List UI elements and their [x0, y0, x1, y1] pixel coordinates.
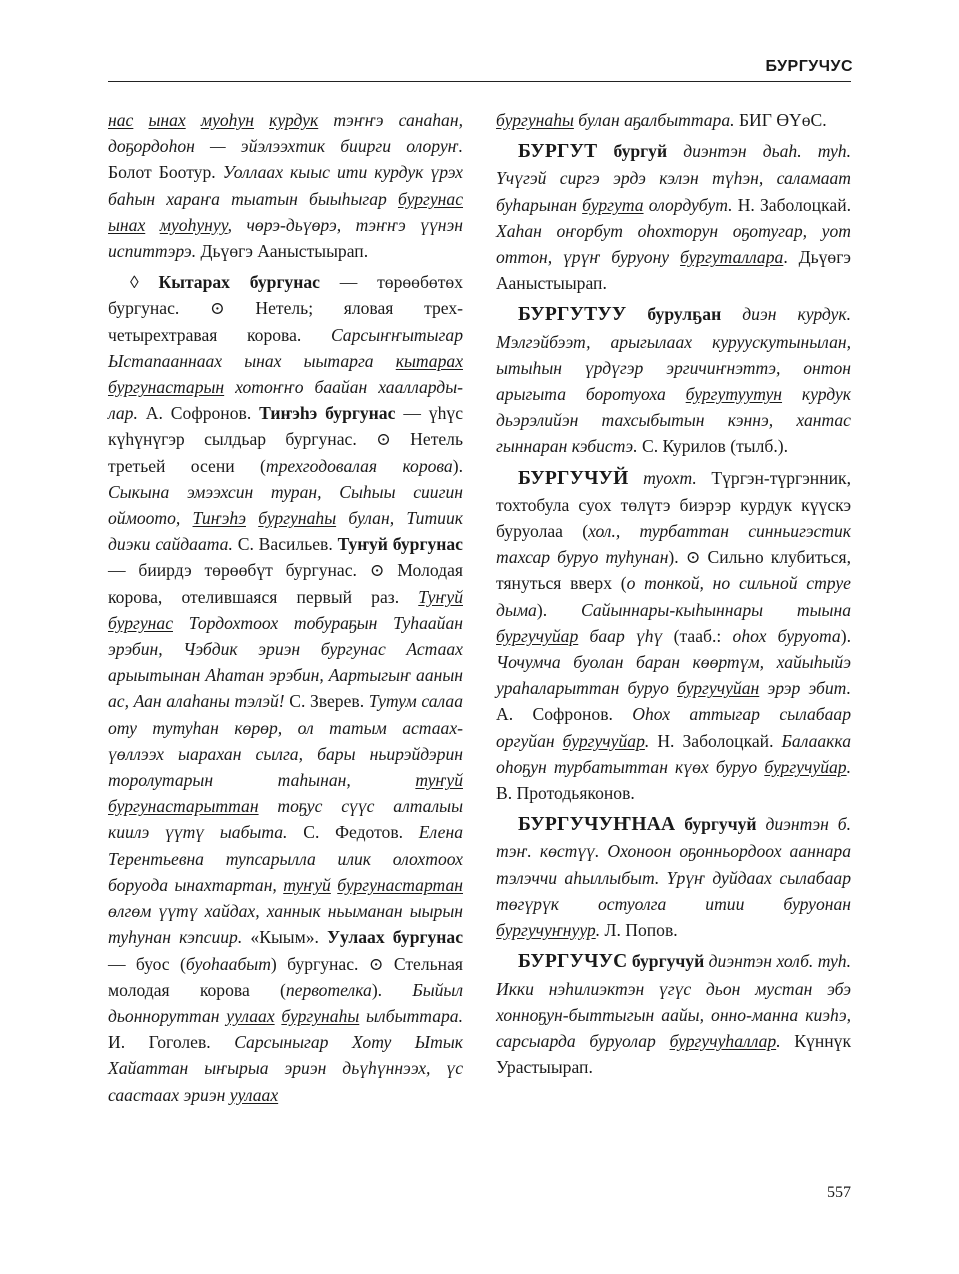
dictionary-paragraph: [496, 107, 851, 133]
text-run: ) бургунас. ⊙ Стельная молодая корова (: [108, 953, 463, 1000]
headword-reference: бургутуутун: [685, 384, 783, 405]
headword-reference: муоһун: [200, 110, 255, 130]
italic-run: о тонкой, но сильной струе дыма: [496, 573, 851, 620]
text-run: ).: [452, 455, 463, 476]
headword-reference: бургучуйар: [496, 625, 579, 646]
headword-reference: бургунас: [398, 188, 463, 209]
text-run: Түргэн-түргэнник, тохтобула суох төлүтэ биэрэр курдук күүскэ буруолаа (: [496, 467, 851, 542]
italic-run: диэнтэн дьаһ. туһ. Үчүгэй сиргэ эрдэ кэлэн түһэн, саламаат буһарынан: [496, 141, 851, 215]
italic-run: туохт.: [628, 467, 697, 488]
page-header-title: БУРГУЧУС: [765, 58, 853, 75]
italic-run: Чочумча буолан баран көөртүм, хайыһыйэ ураһаларыттан буруо: [496, 652, 851, 699]
italic-run: Сарсыҥҥытыгар Ыстапааннаах ынах ыытарга: [108, 324, 463, 371]
headword-reference: бургунаһы: [496, 110, 574, 130]
italic-run: эрэр эбит.: [759, 678, 851, 699]
header-rule: [108, 81, 851, 82]
text-run: Дьүөгэ Ааныстыырап.: [196, 241, 369, 262]
entry-headword: БУРГУЧУС: [518, 951, 628, 973]
bold-term: Тиҥэһэ бургунас: [259, 403, 396, 424]
headword-reference: кытарах: [395, 350, 463, 371]
italic-run: Оһох аттыгар сылабаар оргуйан: [496, 704, 851, 751]
bold-term: Туҥуй бургунас: [337, 534, 463, 555]
dictionary-paragraph: [496, 948, 851, 1080]
entry-headword: БУРГУЧУҤНАА: [518, 814, 676, 836]
text-run: Л. Попов.: [600, 920, 678, 941]
italic-run: диэн курдук. Мэлгэйбээт, арыгылаах куруускутынылан, ытыһын үрдүгэр эргичиҥнэттэ, онтон арыгыта боротуоха: [496, 304, 851, 405]
italic-run: диэнтэн б. тэҥ. көстүү. Охоноон оҕонньордоох ааннара тэлэччи аһыллыбыт. Үрүҥ дуйдаах сылабаар төгүрүк остуолга итии буруонан: [496, 814, 851, 914]
bold-term: Уулаах бургунас: [327, 927, 464, 948]
text-run: Н. Заболоцкай.: [732, 194, 852, 215]
text-run: Күннүк Урастыырап.: [496, 1030, 852, 1078]
bold-term: Кытарах бургунас: [158, 272, 320, 293]
italic-run: первотелка: [285, 979, 372, 1000]
text-run: ). ⊙ Сильно клубиться, тянуться вверх (: [496, 547, 851, 594]
headword-reference: уулаах: [226, 1005, 275, 1026]
text-run: ).: [840, 625, 851, 646]
text-run: А. Софронов.: [496, 704, 633, 725]
entry-headword: БУРГУТУУ: [518, 304, 627, 326]
italic-run: Хаһан оҥорбут оһохторун оҕотугар, уот оттон, үрүҥ буруону: [496, 220, 851, 268]
headword-reference: бургуталлара: [679, 247, 784, 268]
dictionary-paragraph: [496, 811, 851, 943]
text-run: — биирдэ төрөөбүт бургунас. ⊙ Молодая корова, отелившаяся первый раз.: [108, 560, 463, 607]
italic-run: Сарсыныгар Хоту Ытык Хайаттан ыҥырыа эриэн дьүһүннээх, үс саастаах эриэн: [108, 1032, 463, 1105]
headword-reference: ынах: [148, 110, 186, 130]
italic-run: [246, 508, 258, 528]
italic-run: Тордохтоох тобураҕын Туһаайан эрэбин, Чэбдик эриэн бургунас Астаах арыытынан Аһатан эрэбин, Аартыгыҥ аанын ас, Аан алаһаны тэлэй!: [108, 612, 463, 712]
italic-run: Сайыннары-кыһыннары тыына: [581, 599, 851, 620]
text-run: В. Протодьяконов.: [496, 783, 635, 804]
text-run: Н. Заболоцкай.: [649, 730, 782, 751]
headword-reference: бургунас: [108, 612, 173, 633]
text-run: — үһүс күһүнүгэр сылдьар бургунас. ⊙ Нетель третьей осени (: [108, 403, 464, 476]
italic-run: Елена Терентьевна тупсарылла илик олохтоох боруода ынахтартан,: [108, 822, 463, 895]
dictionary-paragraph: [496, 138, 851, 296]
headword-reference: курдук: [269, 110, 319, 130]
bold-term: бургуй: [597, 141, 668, 162]
italic-run: [254, 110, 269, 130]
italic-run: .: [776, 1030, 781, 1051]
column-left: [108, 107, 463, 1113]
text-run: С. Курилов (тылб.).: [637, 436, 788, 457]
bold-term: бурулҕан: [626, 304, 722, 325]
italic-run: .: [846, 756, 851, 777]
italic-run: Тутум салаа оту тутуһан көрөр, ол татым астаах-үөллээх ыарахан сылга, бары ньирэйдэрин торолутарын таһынан,: [108, 691, 463, 791]
italic-run: Быйыл дьонноруттан: [108, 979, 463, 1026]
headword-reference: бургунастартан: [337, 874, 463, 895]
dictionary-paragraph: [496, 301, 851, 459]
italic-run: булан аҕалбыттара.: [573, 110, 735, 130]
headword-reference: бургунаһы: [281, 1005, 360, 1026]
italic-run: трехгодовалая корова: [265, 455, 453, 476]
text-run: ).: [371, 979, 413, 1000]
text-run: С. Федотов.: [287, 822, 419, 843]
italic-run: ылбыттара.: [359, 1005, 463, 1026]
italic-run: .: [644, 730, 650, 751]
headword-reference: бургута: [582, 194, 644, 215]
headword-reference: бургучуйан: [677, 678, 760, 699]
italic-run: оһох буруота: [732, 625, 841, 646]
text-run: С. Зверев.: [284, 691, 369, 712]
headword-reference: ынах: [108, 214, 146, 235]
page-number: 557: [827, 1184, 851, 1201]
text-run: — буос (: [108, 953, 186, 974]
italic-run: баар үһү: [578, 625, 663, 646]
italic-run: , чөрэ-дьүөрэ, тэҥҥэ үүнэн испиттэрэ.: [108, 214, 463, 262]
italic-run: тэҥҥэ санаһан, доҕордоһон — эйэлээхтик биирги олоруҥ.: [108, 110, 463, 157]
headword-reference: туҥуй: [415, 770, 463, 791]
entry-headword: БУРГУЧУЙ: [518, 467, 629, 489]
italic-run: хотоҥҥо баайан хааллардылар.: [108, 377, 463, 424]
text-run: (тааб.:: [662, 625, 733, 646]
text-run: . Дьүөгэ Ааныстыырап.: [496, 247, 851, 294]
italic-run: булан, Титиик диэки сайдаата.: [108, 508, 464, 555]
text-run: ).: [536, 599, 582, 620]
text-run: С. Васильев.: [232, 534, 338, 555]
dictionary-paragraph: [496, 465, 851, 807]
headword-reference: бургучуҥнуур: [496, 920, 596, 941]
text-run: — төрөөбөтөх бургунас. ⊙ Нетель; яловая трех-четырехтравая корова.: [108, 272, 463, 345]
italic-run: Балаакка оһоҕун турбатыттан күөх буруо: [496, 730, 851, 777]
headword-reference: нас: [108, 110, 134, 130]
entry-headword: БУРГУТ: [518, 141, 598, 163]
italic-run: хол., турбаттан синньигэстик тахсар буруо туһунан: [496, 521, 851, 568]
italic-run: тоҕус сүүс алталыы киилэ үүтү ыабыта.: [108, 796, 463, 843]
italic-run: буоһаабыт: [185, 953, 271, 974]
column-right: [496, 107, 851, 1085]
text-run: Болот Боотур.: [108, 162, 223, 183]
italic-run: [186, 110, 201, 130]
italic-run: .: [595, 920, 601, 941]
italic-run: олордубут.: [643, 194, 733, 215]
italic-run: өлгөм үүтү хайдах, ханнык ньыманан ыырын туһунан кэпсиир.: [108, 901, 463, 948]
headword-reference: бургучуйар: [562, 730, 645, 751]
headword-reference: бургучуйар: [764, 756, 847, 777]
bold-term: бургучуй: [627, 951, 705, 972]
italic-run: Сыкына эмээхсин туран, Сыһыы сиигин оймоото,: [108, 481, 463, 529]
text-run: И. Гоголев.: [108, 1032, 235, 1053]
text-run: «Кыым».: [242, 927, 328, 948]
text-run: А. Софронов.: [137, 403, 260, 424]
headword-reference: бургунастарын: [108, 377, 225, 398]
italic-run: [133, 110, 148, 130]
headword-reference: туҥуй: [283, 874, 331, 895]
bold-term: бургучуй: [675, 814, 757, 835]
text-run: ◊: [130, 272, 159, 293]
italic-run: [145, 215, 159, 235]
headword-reference: муоһунуу: [159, 214, 228, 235]
text-run: БИГ ӨҮөС.: [734, 110, 827, 130]
headword-reference: бургунаһы: [258, 508, 337, 529]
headword-reference: Туҥуй: [418, 586, 463, 607]
italic-run: курдук дьэрэлийэн тахсыбытын кэннэ, хантас гыннаран кэбистэ.: [496, 384, 851, 457]
italic-run: диэнтэн холб. туһ. Икки нэһилиэктэн үгүс дьон мустан эбэ хонноҕун-быттыгын аайы, онно-манна киэһэ, сарсыарда буруолар: [496, 951, 852, 1051]
headword-reference: бургучуһаллар: [669, 1030, 777, 1051]
headword-reference: Тиҥэһэ: [192, 508, 246, 529]
dictionary-paragraph: [108, 107, 463, 264]
italic-run: Уоллаах кыыс ити курдук үрэх баһын хараҥа тыатын быыһыгар: [108, 162, 463, 209]
headword-reference: уулаах: [229, 1084, 279, 1105]
headword-reference: бургунастарыттан: [108, 796, 259, 817]
dictionary-paragraph: [108, 269, 463, 1108]
